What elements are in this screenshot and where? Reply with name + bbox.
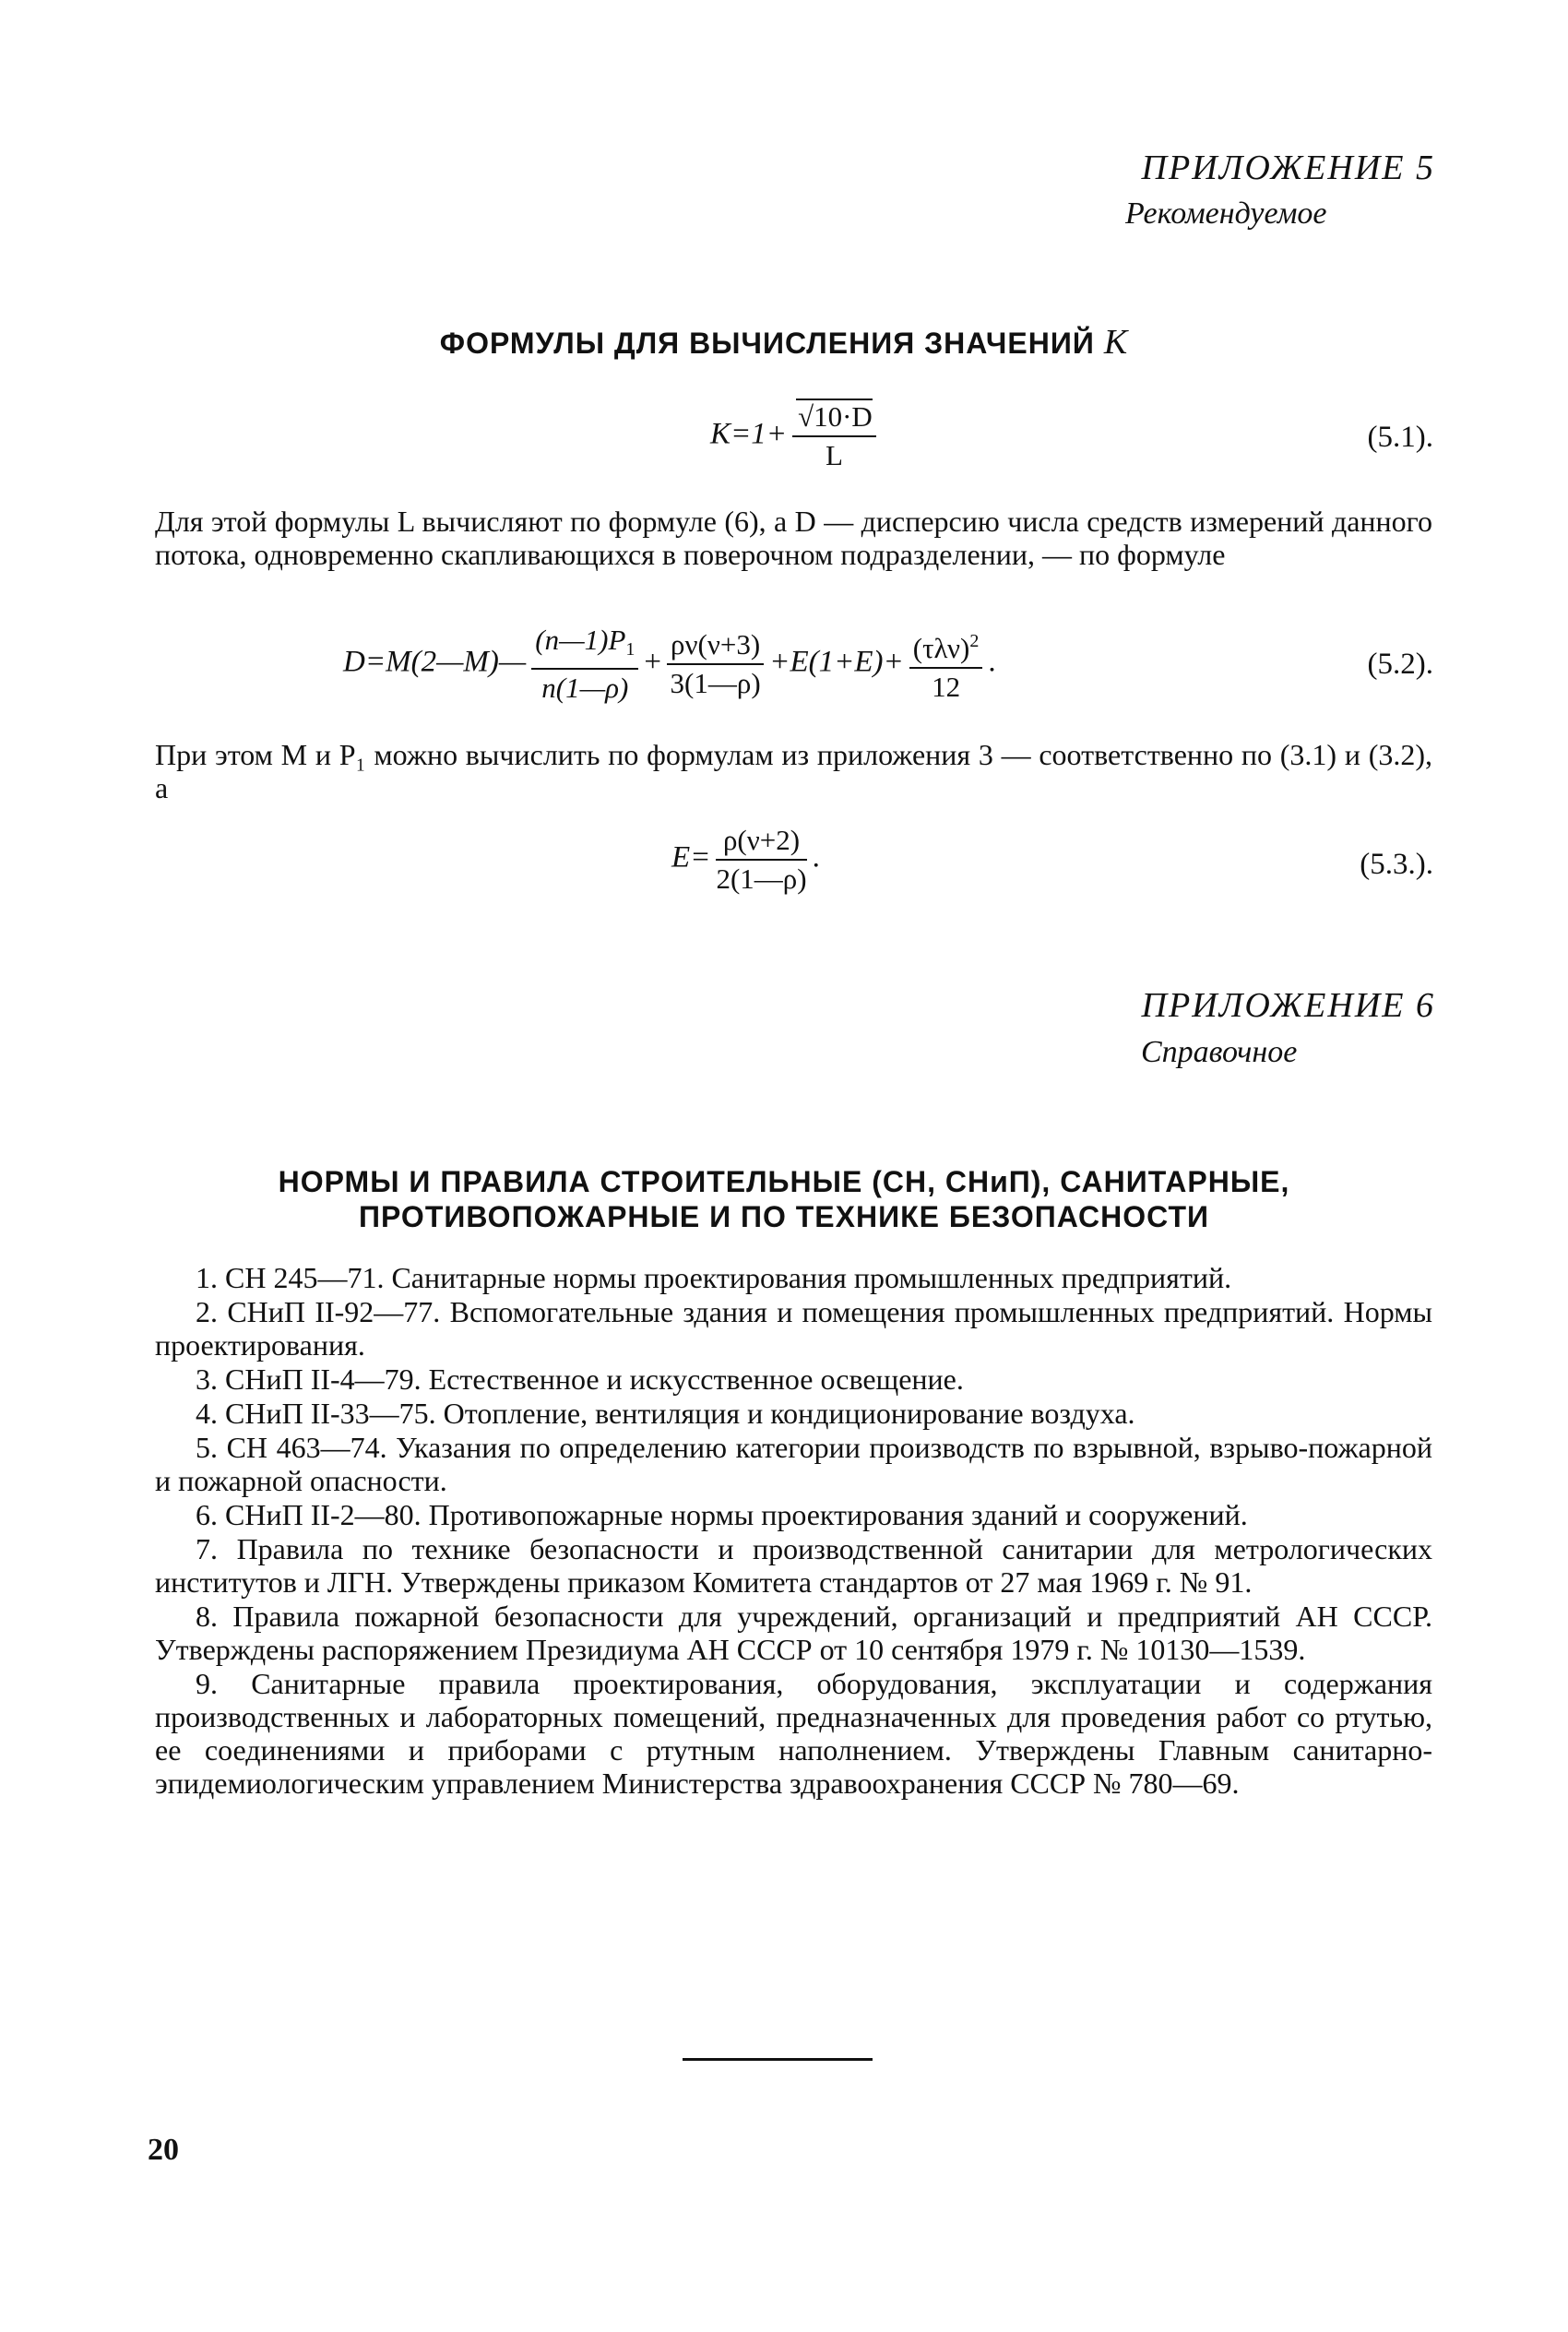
list-item: 1. СН 245—71. Санитарные нормы проектирования промышленных предприятий. <box>196 1261 1232 1294</box>
formula-5-1 <box>0 395 1568 496</box>
appendix-6-subtitle: Справочное <box>1141 1035 1298 1069</box>
appendix-5-subtitle: Рекомендуемое <box>1125 196 1327 231</box>
norms-list <box>155 1261 1432 1801</box>
page-number: 20 <box>148 2133 179 2167</box>
formula-5-2-fraction-3: $\frac{(\tau\lambda\nu)^2}{12}$ <box>909 625 983 704</box>
formula-5-1-lhs: K=1+ <box>710 417 788 451</box>
formula-5-2-body <box>343 624 996 705</box>
formula-5-2-lhs: D=M(2—M)— <box>343 645 527 679</box>
formula-5-2-dot: . <box>988 645 996 679</box>
formula-5-1-numerator: √10·D <box>792 400 876 437</box>
formula-5-1-fraction <box>792 400 876 472</box>
appendix-6-title: ПРИЛОЖЕНИЕ 6 <box>1141 986 1435 1025</box>
section-2-heading <box>0 1164 1568 1234</box>
formula-5-2-plus: + <box>644 645 662 679</box>
formula-5-1-number: (5.1). <box>1367 421 1433 454</box>
section-2-heading-line-2: ПРОТИВОПОЖАРНЫЕ И ПО ТЕХНИКЕ БЕЗОПАСНОСТИ <box>359 1200 1209 1233</box>
paragraph-2: При этом M и P₁ можно вычислить по формулам из приложения 3 — соответственно по (3.1) и (3.2), а <box>155 738 1432 804</box>
formula-5-2-fraction-1: $\frac{(n—1)P_1}{n(1—\rho)}$ <box>531 624 638 705</box>
list-item: 8. Правила пожарной безопасности для учреждений, организаций и предприятий АН СССР. Утверждены распоряжением Президиума АН СССР от 10 сентября 1979 г. № 10130—1539. <box>155 1600 1432 1666</box>
list-item: 6. СНиП II-2—80. Противопожарные нормы проектирования зданий и сооружений. <box>196 1498 1248 1531</box>
end-rule <box>683 2058 873 2061</box>
list-item: 9. Санитарные правила проектирования, оборудования, эксплуатации и содержания производственных и лабораторных помещений, предназначенных для проведения работ со ртутью, ее соединениями и приборами с ртутным наполнением. Утверждены Главным санитарно-эпидемиологическим управлением Министерства здравоохранения СССР № 780—69. <box>155 1667 1432 1800</box>
formula-5-3-lhs: E= <box>671 840 711 874</box>
formula-5-3-body <box>671 824 820 896</box>
list-item: 7. Правила по технике безопасности и производственной санитарии для метрологических институтов и ЛГН. Утверждены приказом Комитета стандартов от 27 мая 1969 г. № 91. <box>155 1532 1432 1599</box>
list-item: 3. СНиП II-4—79. Естественное и искусственное освещение. <box>196 1362 964 1396</box>
paragraph-1: Для этой формулы L вычисляют по формуле (6), а D — дисперсию числа средств измерений данного потока, одновременно скапливающихся в поверочном подразделении, — по формуле <box>155 505 1432 571</box>
formula-5-2-mid: +E(1+E)+ <box>769 645 904 679</box>
formula-5-1-body <box>710 400 882 472</box>
formula-5-3-number: (5.3.). <box>1360 848 1433 881</box>
formula-5-3 <box>0 824 1568 925</box>
section-1-heading <box>0 325 1568 361</box>
list-item: 5. СН 463—74. Указания по определению категории производств по взрывной, взрыво-пожарной и пожарной опасности. <box>155 1431 1432 1497</box>
formula-5-2-fraction-2: $\frac{\rho\nu(\nu+3)}{3(1—\rho)}$ <box>667 628 764 700</box>
section-2-heading-line-1: НОРМЫ И ПРАВИЛА СТРОИТЕЛЬНЫЕ (СН, СНиП), САНИТАРНЫЕ, <box>278 1165 1290 1198</box>
section-1-heading-var: K <box>1103 323 1129 362</box>
formula-5-2 <box>0 624 1568 725</box>
formula-5-3-dot: . <box>812 840 820 874</box>
formula-5-3-fraction: $\frac{\rho(\nu+2)}{2(1—\rho)}$ <box>716 824 807 895</box>
formula-5-2-number: (5.2). <box>1367 648 1433 681</box>
appendix-5-title: ПРИЛОЖЕНИЕ 5 <box>1141 149 1435 187</box>
list-item: 2. СНиП II-92—77. Вспомогательные здания и помещения промышленных предприятий. Нормы проектирования. <box>155 1295 1432 1362</box>
list-item: 4. СНиП II-33—75. Отопление, вентиляция и кондиционирование воздуха. <box>196 1397 1135 1430</box>
formula-5-1-denominator: L <box>825 439 843 471</box>
section-1-heading-text: ФОРМУЛЫ ДЛЯ ВЫЧИСЛЕНИЯ ЗНАЧЕНИЙ <box>439 327 1095 360</box>
